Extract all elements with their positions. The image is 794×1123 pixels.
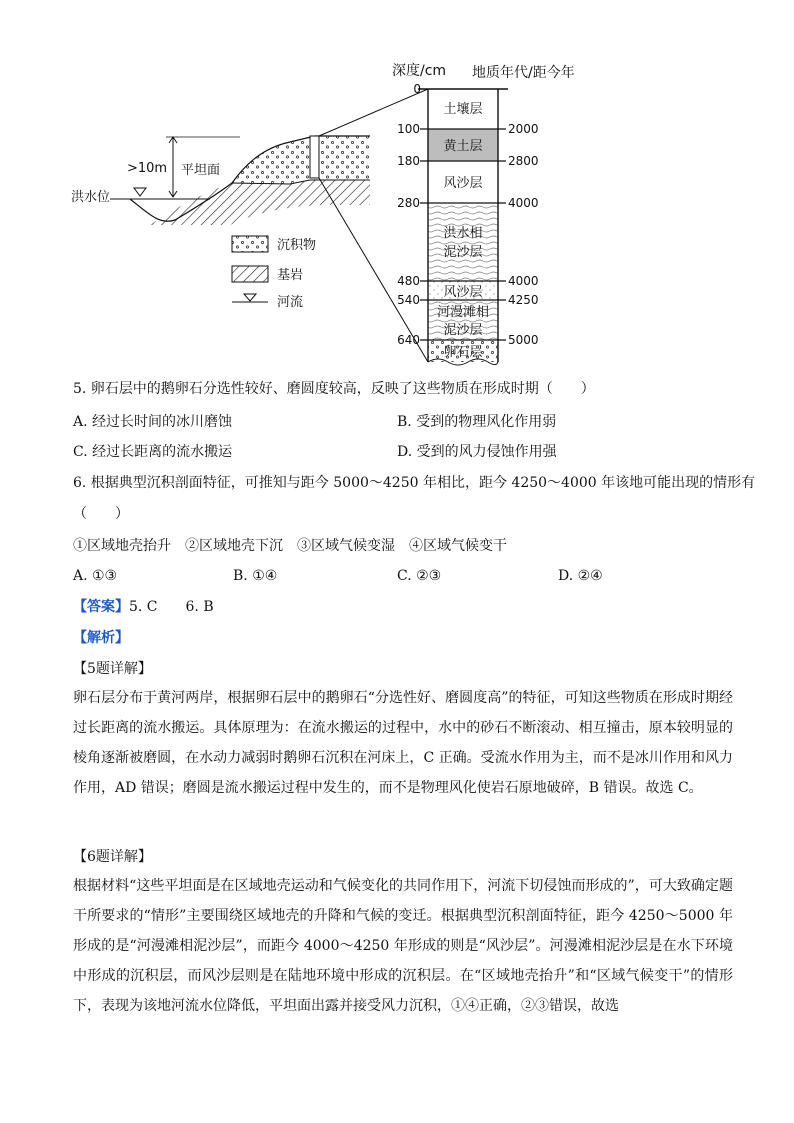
answer-line [73,598,214,616]
axis-depth-label: 深度/cm [392,63,447,79]
layer-label-sand-1: 风沙层 [443,176,483,191]
analysis-tag: 【解析】 [73,630,129,646]
depth-tick: 180 [397,154,420,168]
flood-level-label: 洪水位 [71,190,111,205]
age-tick: 4000 [508,196,539,210]
depth-tick: 100 [397,122,420,136]
layer-label-pebble: 卵石层 [443,345,483,360]
q6-option-b: B. ①④ [233,568,278,584]
detail-5-body [73,683,733,803]
depth-tick: 640 [397,333,420,347]
q6-option-a: A. ①③ [73,568,118,584]
layer-label-floodplain-1: 河漫滩相 [436,305,490,320]
sampling-pit [310,136,319,178]
axis-age-label: 地质年代/距今年 [472,65,575,81]
analysis-label [73,629,129,647]
age-tick: 5000 [508,333,539,347]
q5-option-b: B. 受到的物理风化作用弱 [397,414,557,430]
height-label: >10m [127,161,168,176]
sediment-profile-figure [0,0,794,372]
legend-sediment-swatch [232,236,268,252]
q5-option-c: C. 经过长距离的流水搬运 [73,444,233,460]
legend-bedrock-swatch [232,266,268,282]
q5-option-d: D. 受到的风力侵蚀作用强 [397,444,557,460]
bedrock-area [150,180,370,225]
q6-option-d: D. ②④ [558,568,603,584]
depth-tick: 540 [397,293,420,307]
cross-section [110,89,428,362]
depth-tick: 0 [413,82,421,96]
detail-6-body [73,871,733,1021]
river-symbol-icon [134,188,146,196]
depth-tick: 280 [397,196,420,210]
answer-label: 【答案】 [73,599,129,615]
layer-label-loess: 黄土层 [443,139,483,154]
legend-bedrock-label: 基岩 [277,268,304,283]
answer-text: 5. C 6. B [129,599,214,615]
q6-option-c: C. ②③ [397,568,442,584]
detail-6-text: 根据材料“这些平坦面是在区域地壳运动和气候变化的共同作用下，河流下切侵蚀而形成的”，可大致确定题干所要求的“情形”主要围绕区域地壳的升降和气候的变迁。根据典型沉积剖面特征，距今 4250～5000 年形成的是“河漫滩相泥沙层”，而距今 4000～4250 年形成的则是“风沙层”。河漫滩相泥沙层是在水下环境中形成的沉积层，而风沙层则是在陆地环境中形成的沉积层。在“区域地壳抬升”和“区域气候变干”的情形下，表现为该地河流水位降低，平坦面出露并接受风力沉积，①④正确，②③错误，故选 [73,878,733,1014]
layer-label-soil: 土壤层 [443,102,483,117]
q5-option-a: A. 经过长时间的冰川磨蚀 [73,414,233,430]
layer-label-flood-1: 洪水相 [443,226,483,241]
question-5-stem: 5. 卵石层中的鹅卵石分选性较好、磨圆度较高，反映了这些物质在形成时期（ ） [73,381,595,397]
depth-tick: 480 [397,274,420,288]
layer-label-sand-2: 风沙层 [443,285,483,300]
layer-flood-mud-sand [428,203,498,281]
legend-river-label: 河流 [277,295,304,310]
detail-6-title: 【6题详解】 [73,849,152,865]
layer-label-floodplain-2: 泥沙层 [443,323,483,338]
question-6-items: ①区域地壳抬升 ②区域地壳下沉 ③区域气候变湿 ④区域气候变干 [73,538,507,554]
legend-river-icon [244,294,256,301]
legend-sediment-label: 沉积物 [277,238,317,253]
question-6-stem-line1: 6. 根据典型沉积剖面特征，可推知与距今 5000～4250 年相比，距今 4250～4000 年该地可能出现的情形有 [73,475,756,491]
age-tick: 2800 [508,154,539,168]
layer-label-flood-2: 泥沙层 [443,245,483,260]
age-tick: 2000 [508,122,539,136]
age-tick: 4000 [508,274,539,288]
legend [232,236,316,310]
detail-5-text: 卵石层分布于黄河两岸，根据卵石层中的鹅卵石“分选性好、磨圆度高”的特征，可知这些物质在形成时期经过长距离的流水搬运。具体原理为：在流水搬运的过程中，水中的砂石不断滚动、相互撞击，原本较明显的棱角逐渐被磨圆，在水动力减弱时鹅卵石沉积在河床上，C 正确。受流水作用为主，而不是冰川作用和风力作用，AD 错误；磨圆是流水搬运过程中发生的，而不是物理风化使岩石原地破碎，B 错误。故选 C。 [73,690,733,796]
age-tick: 4250 [508,293,539,307]
terrace-label: 平坦面 [181,163,221,178]
detail-5-title: 【5题详解】 [73,661,152,677]
question-6-stem-line2: （ ） [73,506,129,522]
